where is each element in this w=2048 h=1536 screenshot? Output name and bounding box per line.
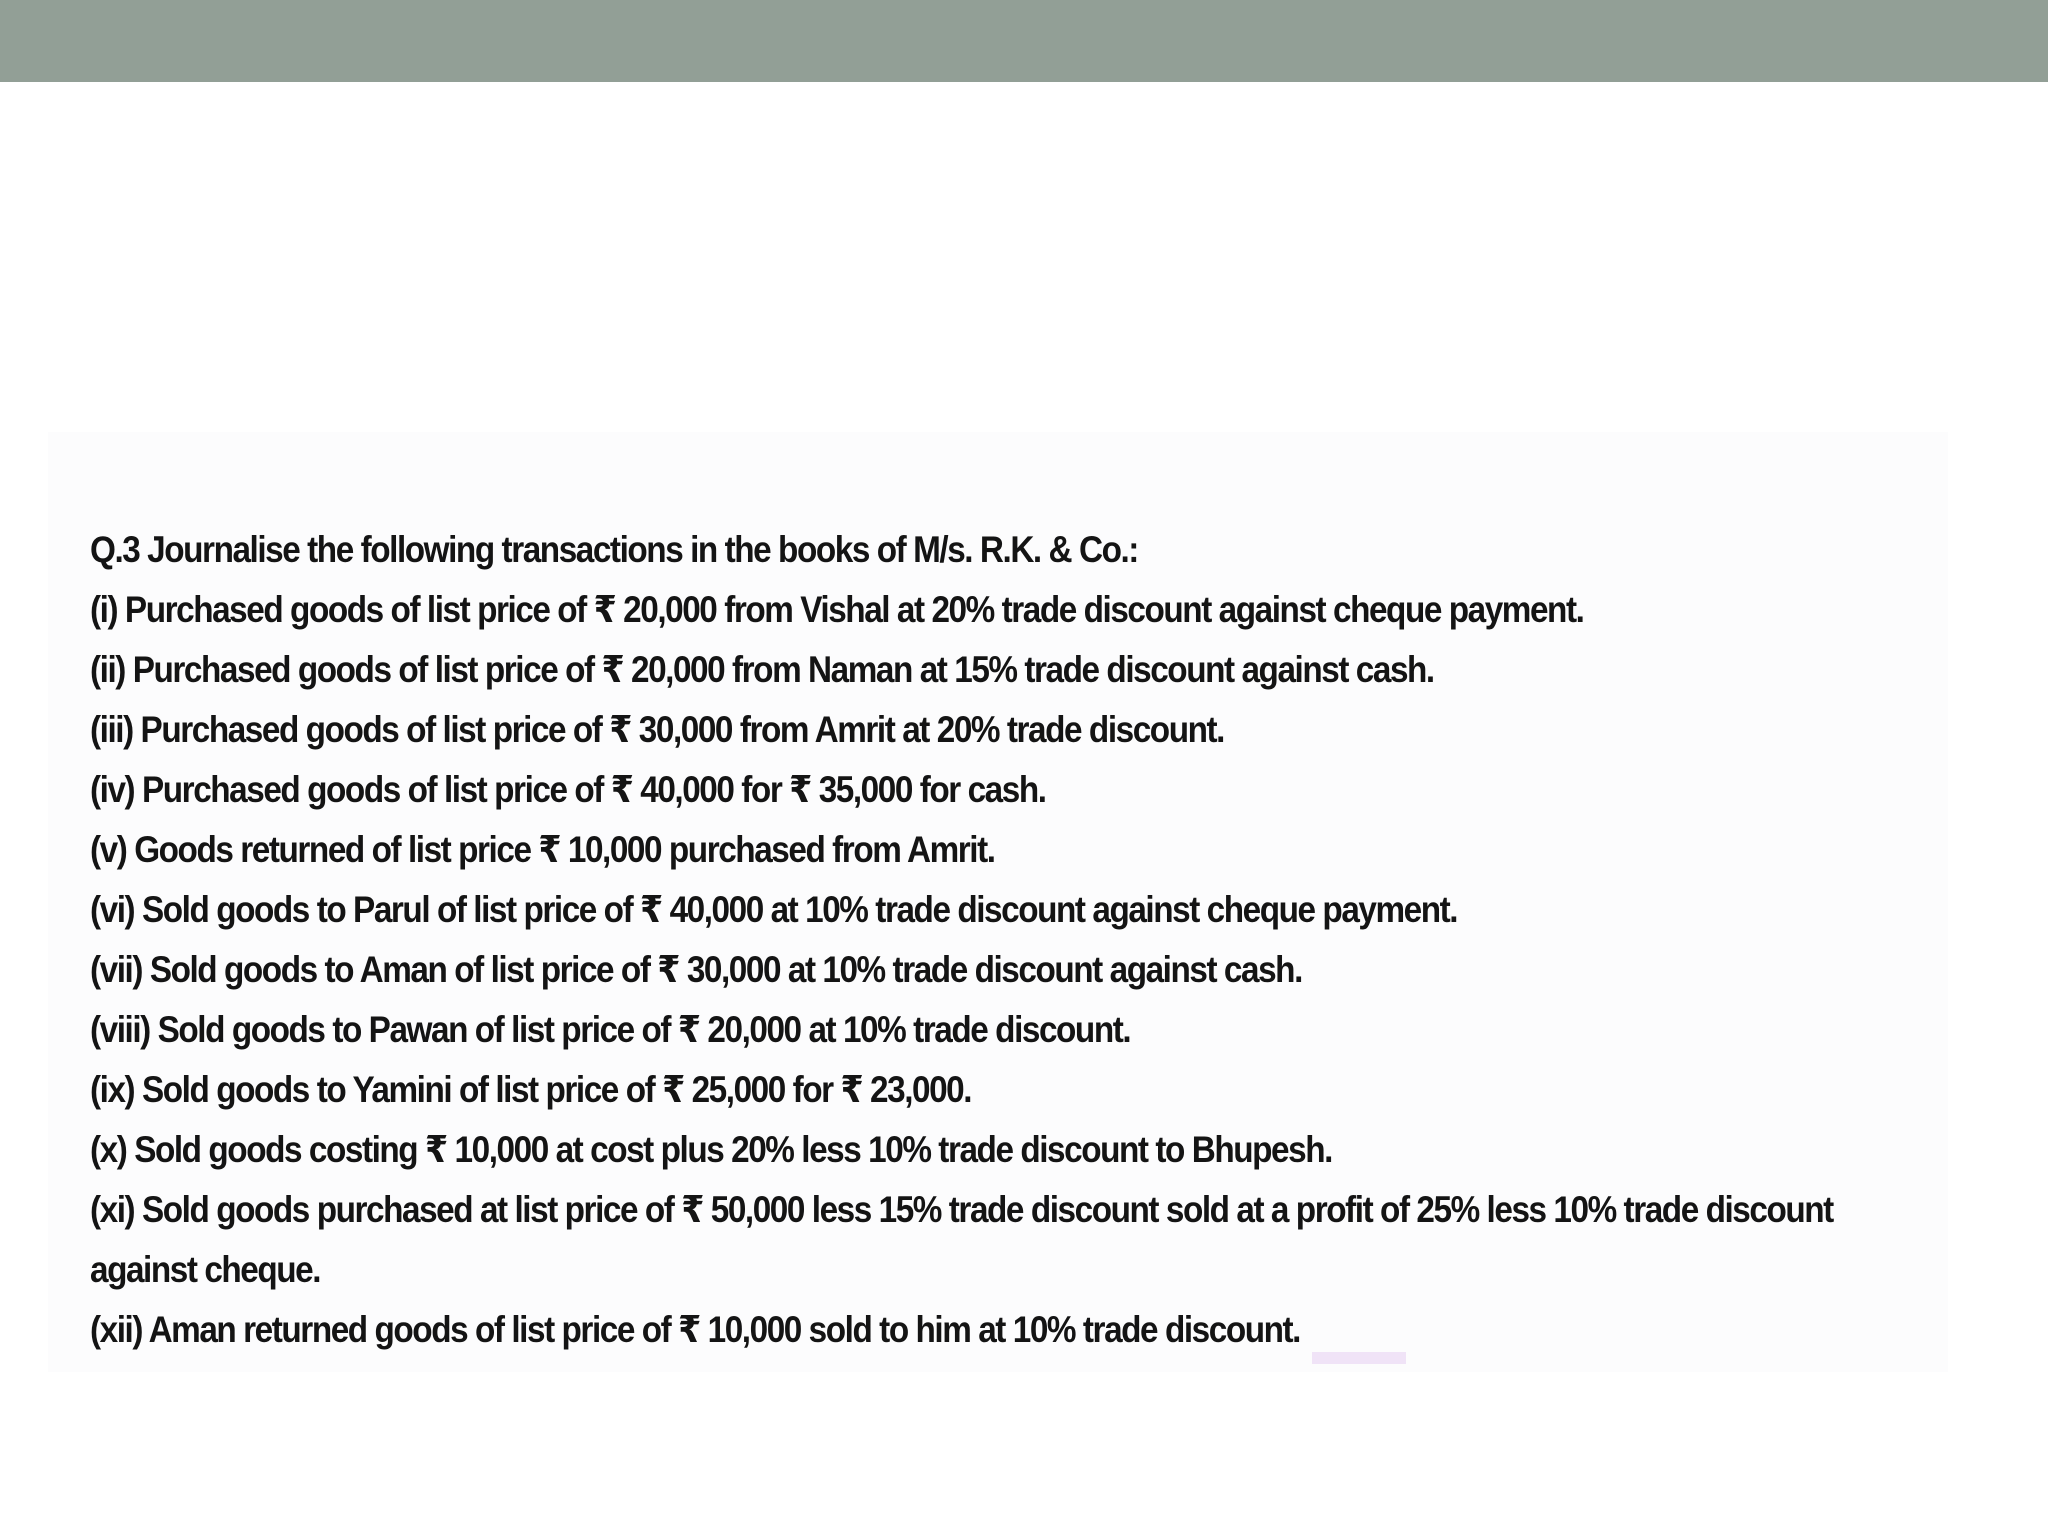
transaction-item: (xii) Aman returned goods of list price of ₹ 10,000 sold to him at 10% trade discount. xyxy=(90,1309,1300,1350)
transaction-item: (viii) Sold goods to Pawan of list price of ₹ 20,000 at 10% trade discount. xyxy=(90,1009,1131,1050)
transaction-item: (vii) Sold goods to Aman of list price of ₹ 30,000 at 10% trade discount against cash. xyxy=(90,949,1302,990)
transaction-item: (iii) Purchased goods of list price of ₹ 30,000 from Amrit at 20% trade discount. xyxy=(90,709,1224,750)
transaction-item: (vi) Sold goods to Parul of list price of ₹ 40,000 at 10% trade discount against cheque payment. xyxy=(90,889,1458,930)
transaction-item: (v) Goods returned of list price ₹ 10,000 purchased from Amrit. xyxy=(90,829,995,870)
transaction-item: (ii) Purchased goods of list price of ₹ 20,000 from Naman at 15% trade discount against cash. xyxy=(90,649,1434,690)
question-block xyxy=(90,520,1833,1360)
highlight-mark xyxy=(1312,1352,1406,1364)
transaction-item: (i) Purchased goods of list price of ₹ 20,000 from Vishal at 20% trade discount against cheque payment. xyxy=(90,589,1584,630)
slide-header-bar xyxy=(0,0,2048,82)
transaction-item: (x) Sold goods costing ₹ 10,000 at cost plus 20% less 10% trade discount to Bhupesh. xyxy=(90,1129,1332,1170)
transaction-item: (ix) Sold goods to Yamini of list price of ₹ 25,000 for ₹ 23,000. xyxy=(90,1069,972,1110)
question-heading: Q.3 Journalise the following transactions in the books of M/s. R.K. & Co.: xyxy=(90,529,1138,570)
transaction-item: (iv) Purchased goods of list price of ₹ 40,000 for ₹ 35,000 for cash. xyxy=(90,769,1046,810)
transaction-item: (xi) Sold goods purchased at list price of ₹ 50,000 less 15% trade discount sold at a profit of 25% less 10% trade discount against cheque. xyxy=(90,1189,1833,1290)
